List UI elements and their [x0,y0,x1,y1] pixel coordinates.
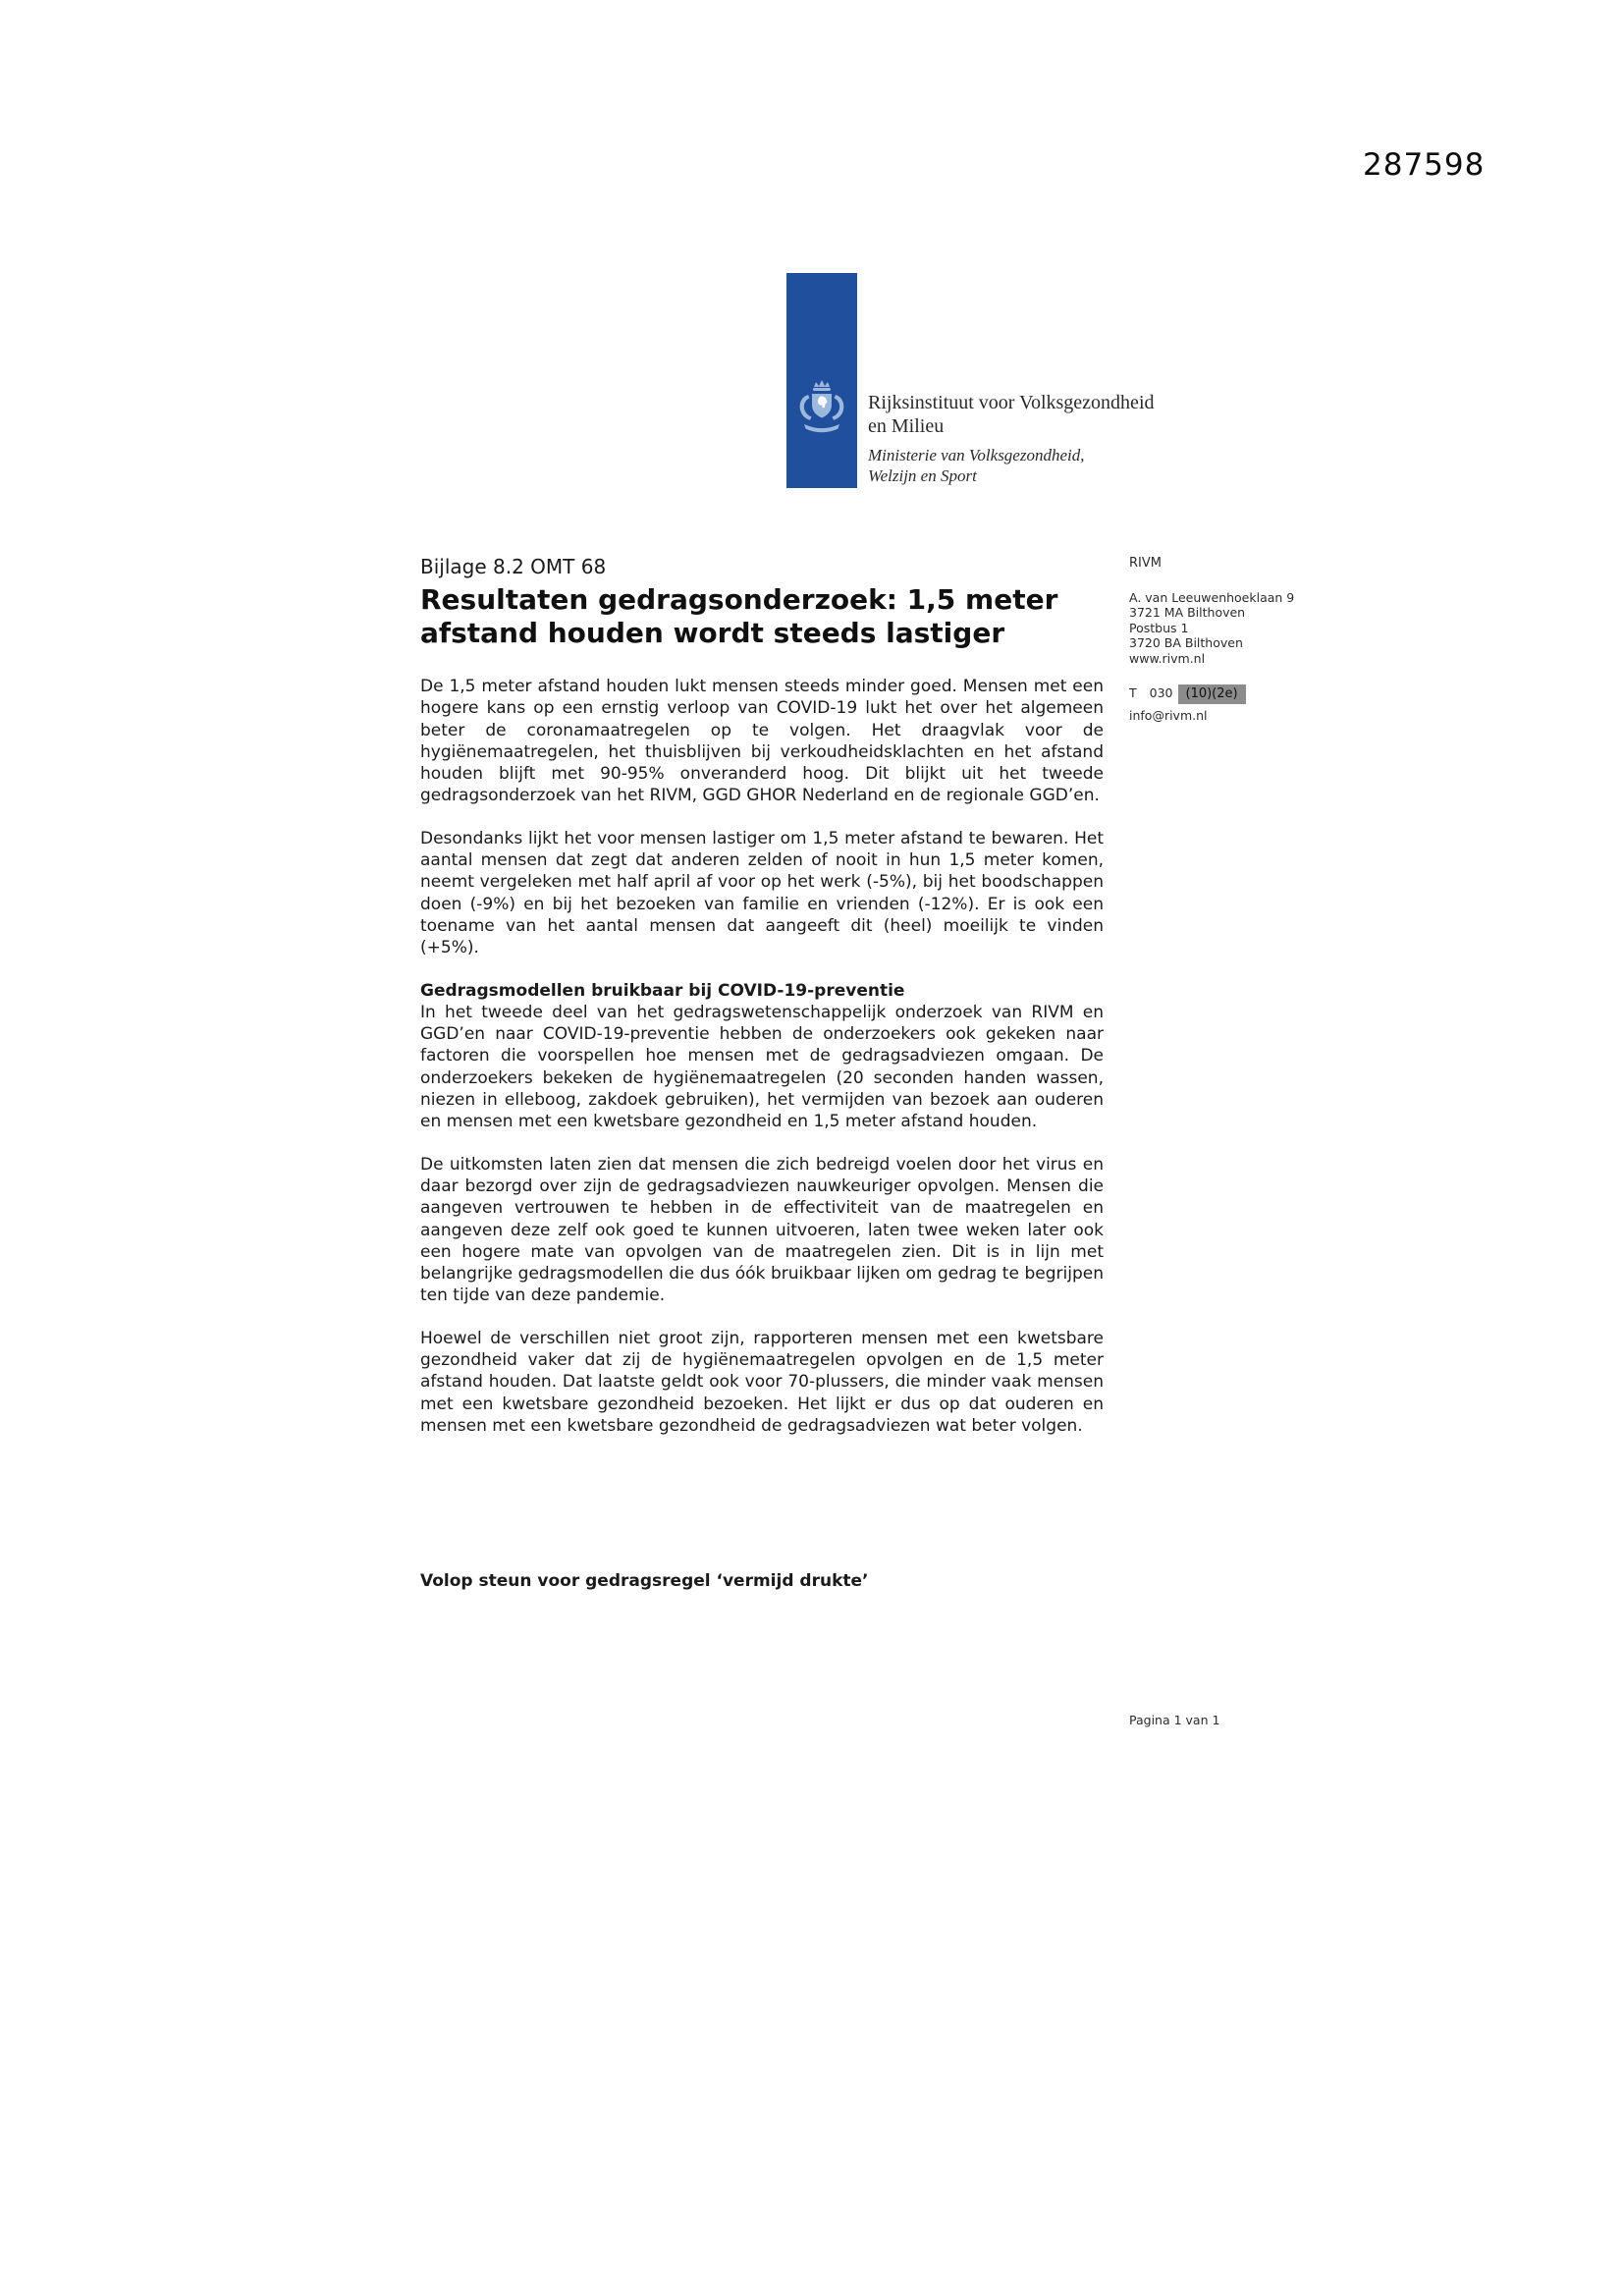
paragraph: In het tweede deel van het gedragswetenschappelijk onderzoek van RIVM en GGD’en naar COVID-19-preventie hebben de onderzoekers ook gekeken naar factoren die voorspellen hoe mensen met de gedragsadviezen omgaan. De onderzoekers bekeken de hygiënemaatregelen (20 seconden handen wassen, niezen in elleboog, zakdoek gebruiken), het vermijden van bezoek aan ouderen en mensen met een kwetsbare gezondheid en 1,5 meter afstand houden. [420,1002,1104,1132]
phone-label: T [1129,684,1137,700]
government-logo-text [868,391,1155,486]
logo-ministry-line-2: Welzijn en Sport [868,466,977,485]
website-url: www.rivm.nl [1129,650,1206,666]
paragraph: De 1,5 meter afstand houden lukt mensen steeds minder goed. Mensen met een hogere kans op een ernstig verloop van COVID-19 lukt het over het algemeen beter de coronamaatregelen op te volgen. Het draagvlak voor de hygiënemaatregelen, het thuisblijven bij verkoudheidsklachten en het afstand houden blijft met 90-95% onveranderd hoog. Dit blijkt uit het tweede gedragsonderzoek van het RIVM, GGD GHOR Nederland en de regionale GGD’en. [420,677,1104,806]
logo-ministry-line-1: Ministerie van Volksgezondheid, [868,446,1085,465]
email-address: info@rivm.nl [1129,707,1208,723]
page-number: Pagina 1 van 1 [1129,1713,1220,1727]
paragraph: Hoewel de verschillen niet groot zijn, rapporteren mensen met een kwetsbare gezondheid vaker dat zij de hygiënemaatregelen opvolgen en de 1,5 meter afstand houden. Dat laatste geldt ook voor 70-plussers, die minder vaak mensen met een kwetsbare gezondheid bezoeken. Het lijkt er dus op dat ouderen en mensen met een kwetsbare gezondheid de gedragsadviezen wat beter volgen. [420,1328,1104,1436]
phone-row [1129,684,1335,704]
logo-org-line-1: Rijksinstituut voor Volksgezondheid [868,392,1155,413]
government-logo-ribbon [786,273,857,488]
sidebar-org-name: RIVM [1129,556,1162,571]
phone-prefix: 030 [1149,684,1173,700]
contact-sidebar [1129,556,1335,723]
logo-ministry-block [868,445,1155,486]
document-id-stamp: 287598 [1363,147,1486,183]
document-kicker: Bijlage 8.2 OMT 68 [420,555,607,578]
paragraph: De uitkomsten laten zien dat mensen die zich bedreigd voelen door het virus en daar bezorgd over zijn de gedragsadviezen nauwkeuriger opvolgen. Mensen die aangeven vertrouwen te hebben in de effectiviteit van de maatregelen en aangeven deze zelf ook goed te kunnen uitvoeren, laten twee weken later ook een hogere mate van opvolgen van de maatregelen zien. Dit is in lijn met belangrijke gedragsmodellen die dus óók bruikbaar lijken om gedrag te begrijpen ten tijde van deze pandemie. [420,1154,1104,1306]
section-heading: Gedragsmodellen bruikbaar bij COVID-19-preventie [420,980,905,1001]
address-line: 3720 BA Bilthoven [1129,635,1243,651]
clipped-paragraph-container [420,1328,1104,1476]
section-heading: Volop steun voor gedragsregel ‘vermijd drukte’ [420,1570,869,1591]
address-line: A. van Leeuwenhoeklaan 9 [1129,589,1295,605]
article-body [420,555,1104,1592]
page-title: Resultaten gedragsonderzoek: 1,5 meter afstand houden wordt steeds lastiger [420,583,1058,649]
redaction-badge: (10)(2e) [1178,684,1246,704]
address-line: Postbus 1 [1129,620,1189,635]
logo-org-line-2: en Milieu [868,415,945,437]
coat-of-arms-icon [796,379,847,438]
address-line: 3721 MA Bilthoven [1129,605,1246,621]
paragraph: Desondanks lijkt het voor mensen lastiger om 1,5 meter afstand te bewaren. Het aantal mensen dat zegt dat anderen zelden of nooit in hun 1,5 meter komen, neemt vergeleken met half april af voor op het werk (-5%), bij het boodschappen doen (-9%) en bij het bezoeken van familie en vrienden (-12%). Er is ook een toename van het aantal mensen dat aangeeft dit (heel) moeilijk te vinden (+5%). [420,828,1104,958]
sidebar-address [1129,590,1335,667]
